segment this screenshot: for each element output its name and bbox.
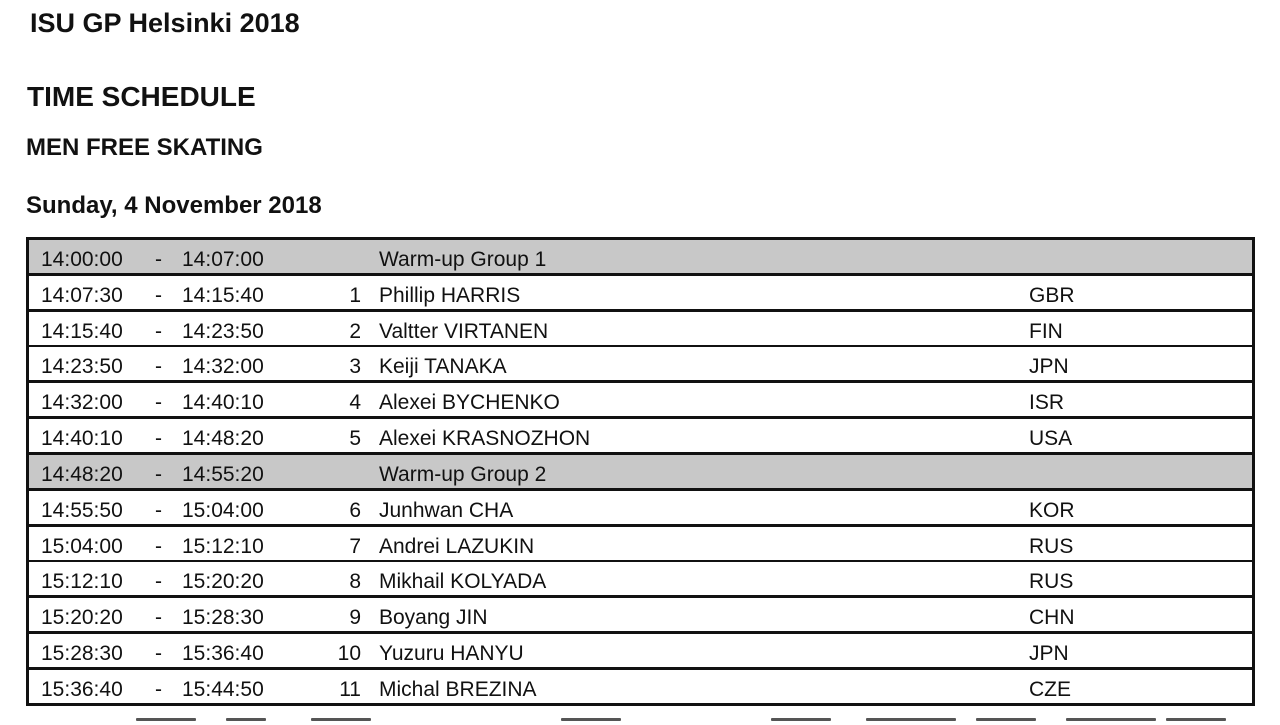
end-time: 14:48:20 xyxy=(182,427,264,450)
end-time: 15:12:10 xyxy=(182,535,264,558)
warmup-label: Warm-up Group 2 xyxy=(379,463,547,486)
schedule-table xyxy=(26,237,1255,706)
start-time: 15:04:00 xyxy=(41,535,123,558)
time-separator: - xyxy=(155,320,162,343)
table-row xyxy=(26,670,1255,706)
end-time: 15:28:30 xyxy=(182,606,264,629)
skater-name: Alexei BYCHENKO xyxy=(379,391,560,414)
start-number: 4 xyxy=(349,391,361,414)
document-title: TIME SCHEDULE xyxy=(27,81,256,112)
end-time: 14:15:40 xyxy=(182,284,264,307)
schedule-date: Sunday, 4 November 2018 xyxy=(26,192,322,219)
skater-name: Yuzuru HANYU xyxy=(379,642,524,665)
table-row xyxy=(26,383,1255,419)
nation-code: RUS xyxy=(1029,570,1074,593)
nation-code: GBR xyxy=(1029,284,1075,307)
nation-code: JPN xyxy=(1029,355,1069,378)
nation-code: ISR xyxy=(1029,391,1065,414)
event-title: ISU GP Helsinki 2018 xyxy=(30,8,300,38)
table-row xyxy=(26,312,1255,347)
skater-name: Phillip HARRIS xyxy=(379,284,521,307)
nation-code: CHN xyxy=(1029,606,1075,629)
start-time: 14:00:00 xyxy=(41,248,123,271)
skater-name: Junhwan CHA xyxy=(379,499,514,522)
start-number: 3 xyxy=(349,355,361,378)
start-time: 14:07:30 xyxy=(41,284,123,307)
time-separator: - xyxy=(155,355,162,378)
start-time: 14:48:20 xyxy=(41,463,123,486)
start-number: 2 xyxy=(349,320,361,343)
start-number: 5 xyxy=(349,427,361,450)
start-time: 15:28:30 xyxy=(41,642,123,665)
table-row xyxy=(26,527,1255,562)
nation-code: USA xyxy=(1029,427,1073,450)
time-separator: - xyxy=(155,499,162,522)
time-separator: - xyxy=(155,535,162,558)
skater-name: Michal BREZINA xyxy=(379,678,537,701)
start-number: 10 xyxy=(337,642,361,665)
nation-code: RUS xyxy=(1029,535,1074,558)
start-time: 15:36:40 xyxy=(41,678,123,701)
start-number: 6 xyxy=(349,499,361,522)
start-number: 11 xyxy=(339,678,361,701)
skater-name: Alexei KRASNOZHON xyxy=(379,427,591,450)
time-separator: - xyxy=(155,284,162,307)
skater-name: Keiji TANAKA xyxy=(379,355,507,378)
table-row xyxy=(26,634,1255,670)
time-separator: - xyxy=(155,391,162,414)
start-time: 14:23:50 xyxy=(41,355,123,378)
skater-name: Andrei LAZUKIN xyxy=(379,535,535,558)
start-time: 14:32:00 xyxy=(41,391,123,414)
time-separator: - xyxy=(155,606,162,629)
nation-code: FIN xyxy=(1029,320,1063,343)
warmup-label: Warm-up Group 1 xyxy=(379,248,547,271)
time-separator: - xyxy=(155,570,162,593)
table-row xyxy=(26,491,1255,527)
start-number: 8 xyxy=(349,570,361,593)
skater-name: Mikhail KOLYADA xyxy=(379,570,547,593)
table-row xyxy=(26,598,1255,634)
end-time: 15:44:50 xyxy=(182,678,264,701)
start-time: 14:15:40 xyxy=(41,320,123,343)
time-separator: - xyxy=(155,642,162,665)
time-separator: - xyxy=(155,248,162,271)
start-time: 14:40:10 xyxy=(41,427,123,450)
warmup-row xyxy=(26,455,1255,491)
start-number: 9 xyxy=(349,606,361,629)
time-separator: - xyxy=(155,463,162,486)
end-time: 14:40:10 xyxy=(182,391,264,414)
time-separator: - xyxy=(155,427,162,450)
end-time: 14:55:20 xyxy=(182,463,264,486)
end-time: 15:36:40 xyxy=(182,642,264,665)
nation-code: CZE xyxy=(1029,678,1071,701)
end-time: 14:32:00 xyxy=(182,355,264,378)
end-time: 15:04:00 xyxy=(182,499,264,522)
table-row xyxy=(26,562,1255,598)
warmup-row xyxy=(26,240,1255,276)
end-time: 15:20:20 xyxy=(182,570,264,593)
start-number: 1 xyxy=(349,284,361,307)
start-number: 7 xyxy=(349,535,361,558)
start-time: 15:12:10 xyxy=(41,570,123,593)
table-row xyxy=(26,347,1255,383)
start-time: 15:20:20 xyxy=(41,606,123,629)
nation-code: KOR xyxy=(1029,499,1075,522)
start-time: 14:55:50 xyxy=(41,499,123,522)
table-row xyxy=(26,276,1255,312)
skater-name: Boyang JIN xyxy=(379,606,488,629)
end-time: 14:07:00 xyxy=(182,248,264,271)
table-row xyxy=(26,419,1255,455)
segment-title: MEN FREE SKATING xyxy=(26,134,263,161)
nation-code: JPN xyxy=(1029,642,1069,665)
end-time: 14:23:50 xyxy=(182,320,264,343)
skater-name: Valtter VIRTANEN xyxy=(379,320,549,343)
cropped-next-row xyxy=(26,716,1255,725)
time-separator: - xyxy=(155,678,162,701)
